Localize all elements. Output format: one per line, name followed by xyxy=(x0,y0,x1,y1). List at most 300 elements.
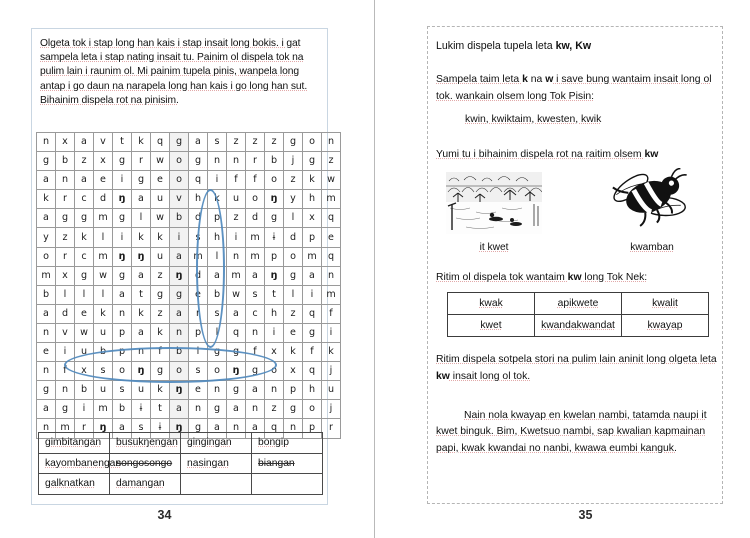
word-search-cell[interactable]: z xyxy=(265,133,284,152)
word-search-cell[interactable]: p xyxy=(303,228,322,247)
word-search-cell[interactable]: d xyxy=(189,266,208,285)
word-search-cell[interactable]: q xyxy=(303,362,322,381)
word-search-cell[interactable]: k xyxy=(151,228,170,247)
word-search-cell[interactable]: w xyxy=(322,171,341,190)
word-search-cell[interactable]: q xyxy=(322,209,341,228)
word-search-cell[interactable]: n xyxy=(227,419,246,438)
word-search-cell[interactable]: l xyxy=(56,285,75,304)
paragraph-raitim-a: Yumi tu i bihainim dispela rot na raitim olsem xyxy=(436,149,645,160)
word-search-cell[interactable]: k xyxy=(132,228,151,247)
word-search-cell[interactable]: r xyxy=(322,419,341,438)
word-search-cell[interactable]: g xyxy=(227,381,246,400)
word-search-cell[interactable]: q xyxy=(303,304,322,323)
word-search-cell[interactable]: x xyxy=(284,362,303,381)
word-list-cell[interactable] xyxy=(181,474,252,495)
word-search-cell[interactable]: g xyxy=(37,152,56,171)
word-search-cell[interactable]: m xyxy=(189,247,208,266)
word-search-cell[interactable]: g xyxy=(113,209,132,228)
word-search-cell[interactable]: k xyxy=(94,304,113,323)
word-search-cell[interactable]: x xyxy=(265,343,284,362)
word-search-cell[interactable]: u xyxy=(151,247,170,266)
word-search-cell[interactable]: e xyxy=(37,343,56,362)
word-search-cell[interactable]: n xyxy=(227,152,246,171)
kw-words-cell[interactable] xyxy=(448,293,535,315)
word-search-cell[interactable]: ŋ xyxy=(113,190,132,209)
word-search-cell[interactable]: y xyxy=(37,228,56,247)
word-search-cell[interactable]: c xyxy=(75,247,94,266)
word-list-cell[interactable] xyxy=(252,453,323,474)
word-search-cell[interactable]: a xyxy=(246,266,265,285)
word-search-cell[interactable]: h xyxy=(189,190,208,209)
word-search-cell[interactable]: f xyxy=(322,304,341,323)
word-search-cell[interactable]: q xyxy=(189,171,208,190)
word-search-cell[interactable]: n xyxy=(208,152,227,171)
word-search-cell[interactable]: m xyxy=(227,266,246,285)
word-search-cell[interactable]: g xyxy=(132,171,151,190)
word-search-row xyxy=(37,152,341,171)
word-search-cell[interactable]: i xyxy=(208,171,227,190)
word-list-cell[interactable] xyxy=(39,433,110,454)
word-search-cell[interactable]: b xyxy=(208,285,227,304)
word-search-cell[interactable]: k xyxy=(37,190,56,209)
page-number-right: 35 xyxy=(578,508,593,522)
word-search-cell[interactable]: ŋ xyxy=(132,362,151,381)
word-search-cell[interactable]: d xyxy=(284,228,303,247)
word-search-cell[interactable]: a xyxy=(75,171,94,190)
word-search-cell[interactable]: i xyxy=(227,228,246,247)
lesson-title xyxy=(436,39,716,53)
word-search-cell[interactable]: f xyxy=(303,343,322,362)
word-search-cell[interactable]: v xyxy=(170,190,189,209)
word-search-cell[interactable]: ŋ xyxy=(132,247,151,266)
word-search-cell[interactable]: q xyxy=(151,133,170,152)
word-search-cell[interactable]: s xyxy=(208,133,227,152)
word-search-cell[interactable]: h xyxy=(303,381,322,400)
word-search-cell[interactable]: g xyxy=(170,285,189,304)
word-search-cell[interactable]: p xyxy=(284,381,303,400)
word-search-cell[interactable]: m xyxy=(94,209,113,228)
word-search-cell[interactable]: o xyxy=(284,247,303,266)
kw-words-table[interactable] xyxy=(447,292,709,337)
word-search-cell[interactable]: i xyxy=(265,323,284,342)
word-search-grid[interactable] xyxy=(36,132,341,439)
word-search-cell[interactable]: a xyxy=(75,133,94,152)
digraph-kw-1: kw xyxy=(644,149,659,160)
word-search-cell[interactable]: d xyxy=(189,209,208,228)
word-search-cell[interactable]: g xyxy=(189,152,208,171)
word-search-cell[interactable]: o xyxy=(37,247,56,266)
word-search-cell[interactable]: f xyxy=(227,171,246,190)
word-search-cell[interactable]: i xyxy=(322,323,341,342)
word-search-cell[interactable]: m xyxy=(322,190,341,209)
word-search-cell[interactable]: a xyxy=(170,400,189,419)
word-search-cell[interactable]: m xyxy=(246,228,265,247)
word-search-cell[interactable]: a xyxy=(246,381,265,400)
word-search-cell[interactable]: l xyxy=(132,209,151,228)
word-search-cell[interactable]: o xyxy=(208,362,227,381)
word-search-cell[interactable]: g xyxy=(265,209,284,228)
word-search-cell[interactable]: z xyxy=(56,228,75,247)
word-search-cell[interactable]: o xyxy=(170,362,189,381)
word-search-cell[interactable]: k xyxy=(208,190,227,209)
word-search-cell[interactable]: e xyxy=(151,171,170,190)
word-list-cell[interactable] xyxy=(39,453,122,474)
word-search-cell[interactable]: u xyxy=(75,343,94,362)
word-search-cell[interactable]: f xyxy=(246,343,265,362)
word-search-cell[interactable]: ŋ xyxy=(265,266,284,285)
word-search-cell[interactable]: x xyxy=(56,266,75,285)
word-search-cell[interactable]: l xyxy=(94,228,113,247)
bee-illustration-icon xyxy=(606,168,698,234)
word-search-cell[interactable]: i xyxy=(303,285,322,304)
kw-words-cell[interactable] xyxy=(535,315,622,337)
word-search-cell[interactable]: g xyxy=(170,133,189,152)
kw-words-cell[interactable] xyxy=(535,293,622,315)
word-search-cell[interactable]: x xyxy=(75,362,94,381)
word-search-cell[interactable]: g xyxy=(208,343,227,362)
word-search-cell[interactable]: b xyxy=(113,400,132,419)
word-search-cell[interactable]: z xyxy=(284,304,303,323)
word-search-cell[interactable]: ŋ xyxy=(170,266,189,285)
word-search-cell[interactable]: ŋ xyxy=(170,381,189,400)
word-list-cell[interactable] xyxy=(181,453,252,474)
word-search-cell[interactable]: g xyxy=(113,266,132,285)
word-list-item: gimbitangan xyxy=(45,437,102,449)
word-search-cell[interactable]: a xyxy=(303,266,322,285)
word-search-cell[interactable]: n xyxy=(246,323,265,342)
word-search-cell[interactable]: f xyxy=(246,171,265,190)
word-search-cell[interactable]: t xyxy=(132,285,151,304)
word-search-cell[interactable]: s xyxy=(189,228,208,247)
word-search-cell[interactable]: j xyxy=(322,400,341,419)
word-search-cell[interactable]: o xyxy=(113,362,132,381)
word-search-cell[interactable]: d xyxy=(94,190,113,209)
word-list-cell[interactable] xyxy=(110,433,181,454)
word-search-cell[interactable]: n xyxy=(284,419,303,438)
kw-words-table-container xyxy=(447,292,709,337)
word-search-cell[interactable]: n xyxy=(37,362,56,381)
word-search-cell[interactable]: z xyxy=(227,133,246,152)
word-search-cell[interactable]: j xyxy=(322,362,341,381)
word-search-cell[interactable]: m xyxy=(94,400,113,419)
word-search-cell[interactable]: s xyxy=(113,381,132,400)
word-search-cell[interactable]: p xyxy=(113,343,132,362)
word-search-cell[interactable]: m xyxy=(322,285,341,304)
word-search-cell[interactable]: r xyxy=(132,152,151,171)
word-search-cell[interactable]: k xyxy=(75,228,94,247)
word-search-cell[interactable]: b xyxy=(56,152,75,171)
word-search-cell[interactable]: n xyxy=(322,133,341,152)
word-search-cell[interactable]: b xyxy=(75,381,94,400)
word-list-cell[interactable] xyxy=(39,474,110,495)
word-search-cell[interactable]: n xyxy=(56,171,75,190)
word-search-cell[interactable]: s xyxy=(94,362,113,381)
word-search-cell[interactable]: u xyxy=(322,381,341,400)
word-search-cell[interactable]: r xyxy=(246,152,265,171)
word-search-cell[interactable]: r xyxy=(56,190,75,209)
word-search-cell[interactable]: ɨ xyxy=(265,228,284,247)
word-search-cell[interactable]: g xyxy=(75,266,94,285)
word-search-cell[interactable]: k xyxy=(284,343,303,362)
word-search-cell[interactable]: n xyxy=(265,381,284,400)
word-search-cell[interactable]: a xyxy=(132,190,151,209)
word-search-cell[interactable]: l xyxy=(94,285,113,304)
word-search-cell[interactable]: a xyxy=(37,304,56,323)
word-search-cell[interactable]: a xyxy=(208,266,227,285)
word-search-cell[interactable]: ŋ xyxy=(227,362,246,381)
word-search-cell[interactable]: e xyxy=(189,381,208,400)
word-list-cell[interactable] xyxy=(110,453,181,474)
word-search-cell[interactable]: a xyxy=(132,323,151,342)
word-search-cell[interactable]: v xyxy=(94,133,113,152)
word-search-cell[interactable]: u xyxy=(227,190,246,209)
word-search-cell[interactable]: n xyxy=(227,247,246,266)
word-search-cell[interactable]: b xyxy=(265,152,284,171)
word-search-cell[interactable]: g xyxy=(113,152,132,171)
word-search-cell[interactable]: z xyxy=(227,209,246,228)
word-search-cell[interactable]: n xyxy=(208,381,227,400)
word-search-cell[interactable]: i xyxy=(113,228,132,247)
word-search-cell[interactable]: a xyxy=(113,285,132,304)
word-search-cell[interactable]: q xyxy=(265,419,284,438)
word-search-cell[interactable]: i xyxy=(75,400,94,419)
word-search-cell[interactable]: b xyxy=(170,343,189,362)
word-search-cell[interactable]: u xyxy=(94,323,113,342)
word-search-cell[interactable]: h xyxy=(303,190,322,209)
word-search-cell[interactable]: ŋ xyxy=(113,247,132,266)
word-search-cell[interactable]: a xyxy=(189,133,208,152)
word-search-cell[interactable]: k xyxy=(132,304,151,323)
word-search-cell[interactable]: d xyxy=(246,209,265,228)
word-search-cell[interactable]: g xyxy=(56,209,75,228)
word-search-cell[interactable]: a xyxy=(208,419,227,438)
word-search-row xyxy=(37,381,341,400)
word-search-cell[interactable]: b xyxy=(170,209,189,228)
word-search-cell[interactable]: a xyxy=(37,209,56,228)
word-search-cell[interactable]: a xyxy=(246,419,265,438)
word-search-cell[interactable]: w xyxy=(75,323,94,342)
word-search-cell[interactable]: c xyxy=(246,304,265,323)
word-search-cell[interactable]: g xyxy=(208,400,227,419)
word-search-cell[interactable]: i xyxy=(170,228,189,247)
word-search-cell[interactable]: e xyxy=(322,228,341,247)
word-search-cell[interactable]: k xyxy=(151,323,170,342)
word-search-cell[interactable]: y xyxy=(284,190,303,209)
word-search-row xyxy=(37,285,341,304)
word-search-cell[interactable]: g xyxy=(303,152,322,171)
word-search-cell[interactable]: ŋ xyxy=(265,190,284,209)
word-search-cell[interactable]: x xyxy=(94,152,113,171)
word-search-cell[interactable]: o xyxy=(303,133,322,152)
word-search-cell[interactable]: p xyxy=(265,247,284,266)
instructions-text: Olgeta tok i stap long han kais i stap insait long bokis. i gat sampela leta i stap nating insait tu. Painim ol dispela tok na pulim lain i raunim ol. Mi painim tupela pinis, wanpela long antap i go daun na narapela long han kais i go long han sut. Bihainim dispela rot na pinisim. xyxy=(40,38,308,106)
tok-pisin-examples-text: kwin, kwiktaim, kwesten, kwik xyxy=(465,114,602,125)
kw-words-cell[interactable] xyxy=(622,293,709,315)
word-search-cell[interactable]: o xyxy=(265,171,284,190)
word-search-cell[interactable]: l xyxy=(208,323,227,342)
word-search-cell[interactable]: z xyxy=(75,152,94,171)
word-search-cell[interactable]: g xyxy=(246,362,265,381)
word-search-cell[interactable]: o xyxy=(246,190,265,209)
word-search-cell[interactable]: i xyxy=(56,343,75,362)
word-search-cell[interactable]: d xyxy=(56,304,75,323)
kw-word: kwandakwandat xyxy=(541,320,615,331)
word-search-cell[interactable]: n xyxy=(189,400,208,419)
word-search-cell[interactable]: r xyxy=(189,304,208,323)
word-search-cell[interactable]: g xyxy=(284,266,303,285)
word-search-cell[interactable]: e xyxy=(94,171,113,190)
word-search-cell[interactable]: a xyxy=(227,400,246,419)
word-list-table[interactable] xyxy=(38,432,323,495)
word-search-row xyxy=(37,304,341,323)
word-search-cell[interactable]: r xyxy=(56,247,75,266)
word-search-cell[interactable]: s xyxy=(189,362,208,381)
word-search-cell[interactable]: a xyxy=(170,247,189,266)
word-search-cell[interactable]: o xyxy=(170,171,189,190)
word-search-cell[interactable]: h xyxy=(208,228,227,247)
word-search-cell[interactable]: n xyxy=(37,133,56,152)
word-search-cell[interactable]: x xyxy=(303,209,322,228)
word-search-cell[interactable]: ŋ xyxy=(94,419,113,438)
word-search-cell[interactable]: a xyxy=(170,304,189,323)
word-search-cell[interactable]: u xyxy=(132,381,151,400)
word-search-cell[interactable]: o xyxy=(303,400,322,419)
word-search-cell[interactable]: z xyxy=(322,152,341,171)
word-search-cell[interactable]: ɨ xyxy=(132,400,151,419)
word-search-cell[interactable]: a xyxy=(113,419,132,438)
word-search-cell[interactable]: q xyxy=(322,247,341,266)
word-search-cell[interactable]: z xyxy=(265,400,284,419)
figure-row xyxy=(436,172,721,260)
word-search-cell[interactable]: u xyxy=(151,190,170,209)
word-list-row xyxy=(39,433,323,454)
word-search-cell[interactable]: b xyxy=(37,285,56,304)
word-search-cell[interactable]: t xyxy=(265,285,284,304)
word-search-cell[interactable]: m xyxy=(56,419,75,438)
word-list-row xyxy=(39,453,323,474)
word-search-cell[interactable]: n xyxy=(113,304,132,323)
word-search-row xyxy=(37,190,341,209)
word-search-cell[interactable]: n xyxy=(322,266,341,285)
word-search-cell[interactable]: s xyxy=(132,419,151,438)
word-search-cell[interactable]: b xyxy=(94,343,113,362)
word-search-cell[interactable]: w xyxy=(151,152,170,171)
word-search-cell[interactable]: w xyxy=(227,285,246,304)
word-list-cell[interactable] xyxy=(252,474,323,495)
word-search-cell[interactable]: n xyxy=(56,381,75,400)
word-search-cell[interactable]: w xyxy=(94,266,113,285)
word-search-cell[interactable]: x xyxy=(56,133,75,152)
word-search-cell[interactable]: p xyxy=(189,323,208,342)
word-search-cell[interactable]: e xyxy=(284,323,303,342)
word-search-cell[interactable]: e xyxy=(189,285,208,304)
word-search-cell[interactable]: g xyxy=(284,400,303,419)
kw-words-cell[interactable] xyxy=(622,315,709,337)
paragraph-story-instruction-a: Ritim dispela sotpela stori na pulim lain aninit long olgeta leta xyxy=(436,354,717,365)
word-search-cell[interactable]: o xyxy=(170,152,189,171)
word-list-cell[interactable] xyxy=(110,474,181,495)
word-search-cell[interactable]: g xyxy=(75,209,94,228)
word-search-cell[interactable]: n xyxy=(132,343,151,362)
word-search-cell[interactable]: k xyxy=(132,133,151,152)
word-search-cell[interactable]: j xyxy=(284,152,303,171)
word-search-cell[interactable]: m xyxy=(303,247,322,266)
word-search-cell[interactable]: f xyxy=(151,343,170,362)
word-search-cell[interactable]: s xyxy=(208,304,227,323)
word-search-cell[interactable]: p xyxy=(208,209,227,228)
word-search-cell[interactable]: m xyxy=(94,247,113,266)
kw-word: kwalit xyxy=(652,298,678,309)
word-list-cell[interactable] xyxy=(252,433,323,454)
word-search-cell[interactable]: a xyxy=(37,171,56,190)
word-search-cell[interactable]: k xyxy=(303,171,322,190)
word-list-item: damangan xyxy=(116,478,165,490)
word-search-cell[interactable]: n xyxy=(37,419,56,438)
word-search-cell[interactable]: w xyxy=(151,209,170,228)
word-search-cell[interactable]: z xyxy=(151,304,170,323)
word-search-row xyxy=(37,247,341,266)
word-search-cell[interactable]: g xyxy=(227,343,246,362)
word-search-cell[interactable]: g xyxy=(151,362,170,381)
word-search-cell[interactable]: v xyxy=(56,323,75,342)
word-search-cell[interactable]: n xyxy=(37,323,56,342)
word-search-cell[interactable]: g xyxy=(284,133,303,152)
word-search-cell[interactable]: l xyxy=(75,285,94,304)
word-search-cell[interactable]: n xyxy=(170,323,189,342)
kw-words-cell[interactable] xyxy=(448,315,535,337)
word-search-cell[interactable]: m xyxy=(37,266,56,285)
word-search-cell[interactable]: l xyxy=(284,285,303,304)
word-search-cell[interactable]: a xyxy=(132,266,151,285)
word-search-cell[interactable]: p xyxy=(303,419,322,438)
word-search-cell[interactable]: z xyxy=(151,266,170,285)
word-search-cell[interactable]: h xyxy=(265,304,284,323)
word-search-cell[interactable]: a xyxy=(227,304,246,323)
word-search-cell[interactable]: z xyxy=(284,171,303,190)
word-search-cell[interactable]: m xyxy=(246,247,265,266)
word-search-cell[interactable]: i xyxy=(113,171,132,190)
word-search-cell[interactable]: l xyxy=(284,209,303,228)
word-search-cell[interactable]: l xyxy=(208,247,227,266)
word-search-cell[interactable]: l xyxy=(189,343,208,362)
word-search-cell[interactable]: u xyxy=(94,381,113,400)
word-search-cell[interactable]: g xyxy=(189,419,208,438)
kw-words-row xyxy=(448,315,709,337)
word-list-cell[interactable] xyxy=(181,433,252,454)
word-search-cell[interactable]: q xyxy=(227,323,246,342)
word-search-cell[interactable]: t xyxy=(113,133,132,152)
word-search-cell[interactable]: c xyxy=(75,190,94,209)
word-search-cell[interactable]: ŋ xyxy=(170,419,189,438)
word-search-cell[interactable]: g xyxy=(151,285,170,304)
word-search-cell[interactable]: g xyxy=(37,381,56,400)
word-search-cell[interactable]: n xyxy=(246,400,265,419)
word-search-cell[interactable]: a xyxy=(37,400,56,419)
word-search-cell[interactable]: z xyxy=(246,133,265,152)
word-search-cell[interactable]: r xyxy=(75,419,94,438)
word-search-cell[interactable]: g xyxy=(56,400,75,419)
word-search-cell[interactable]: ɨ xyxy=(151,419,170,438)
word-search-cell[interactable]: k xyxy=(322,343,341,362)
word-search-cell[interactable]: g xyxy=(303,323,322,342)
word-search-cell[interactable]: e xyxy=(75,304,94,323)
word-search-cell[interactable]: t xyxy=(151,400,170,419)
word-search-cell[interactable]: f xyxy=(56,362,75,381)
word-search-cell[interactable]: s xyxy=(246,285,265,304)
word-search-cell[interactable]: k xyxy=(151,381,170,400)
word-search-cell[interactable]: o xyxy=(265,362,284,381)
word-search-cell[interactable]: p xyxy=(113,323,132,342)
